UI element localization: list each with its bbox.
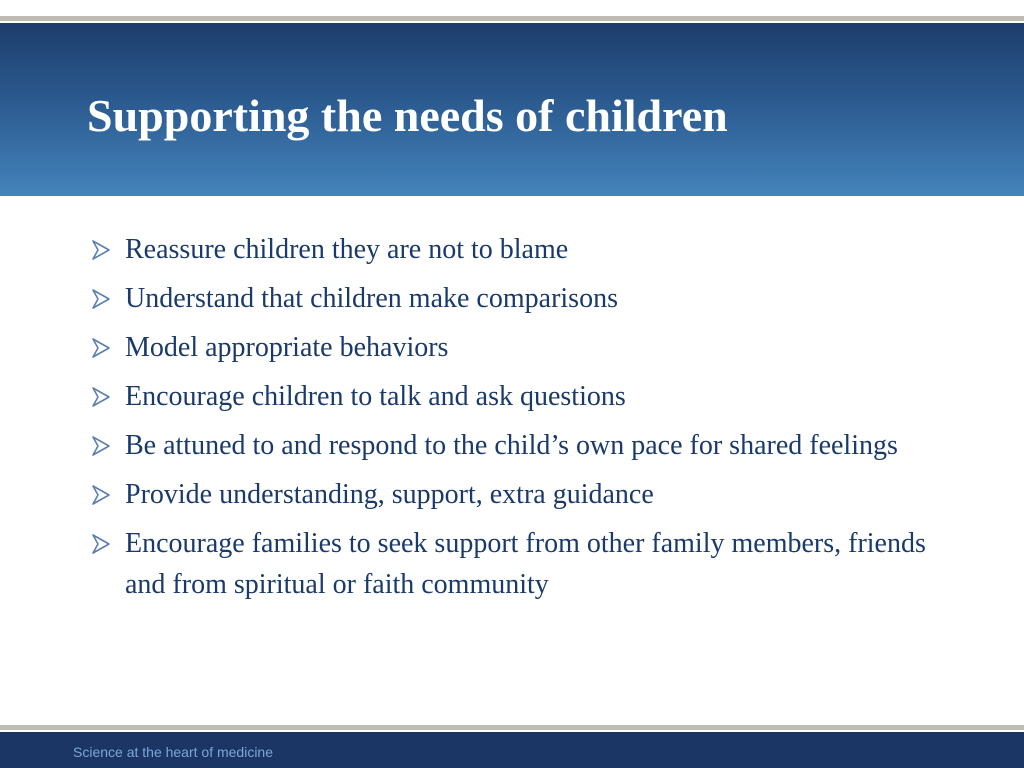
footer-tagline: Science at the heart of medicine	[73, 744, 274, 760]
bullet-item	[87, 278, 967, 319]
arrowhead-bullet-icon	[91, 386, 111, 408]
bullet-item	[87, 376, 967, 417]
arrowhead-bullet-icon	[91, 239, 111, 261]
arrowhead-bullet-icon	[91, 533, 111, 555]
bullet-text: Provide understanding, support, extra guidance	[125, 479, 654, 510]
arrowhead-bullet-icon	[91, 337, 111, 359]
arrowhead-bullet-icon	[91, 288, 111, 310]
bullet-text: Reassure children they are not to blame	[125, 234, 569, 265]
arrowhead-bullet-icon	[91, 484, 111, 506]
bullet-text: Encourage families to seek support from other family members, friends and from spiritual or faith community	[125, 528, 926, 600]
bullet-text: Understand that children make comparisons	[125, 283, 618, 314]
bullet-list	[87, 229, 967, 613]
footer-divider	[0, 725, 1024, 730]
bullet-text: Model appropriate behaviors	[125, 332, 449, 363]
arrowhead-bullet-icon	[91, 435, 111, 457]
bullet-item	[87, 229, 967, 270]
bullet-text: Encourage children to talk and ask questions	[125, 381, 626, 412]
slide-title: Supporting the needs of children	[87, 90, 728, 141]
bullet-item	[87, 523, 967, 605]
bullet-text: Be attuned to and respond to the child’s own pace for shared feelings	[125, 430, 898, 461]
bullet-item	[87, 327, 967, 368]
bullet-item	[87, 474, 967, 515]
bullet-item	[87, 425, 967, 466]
